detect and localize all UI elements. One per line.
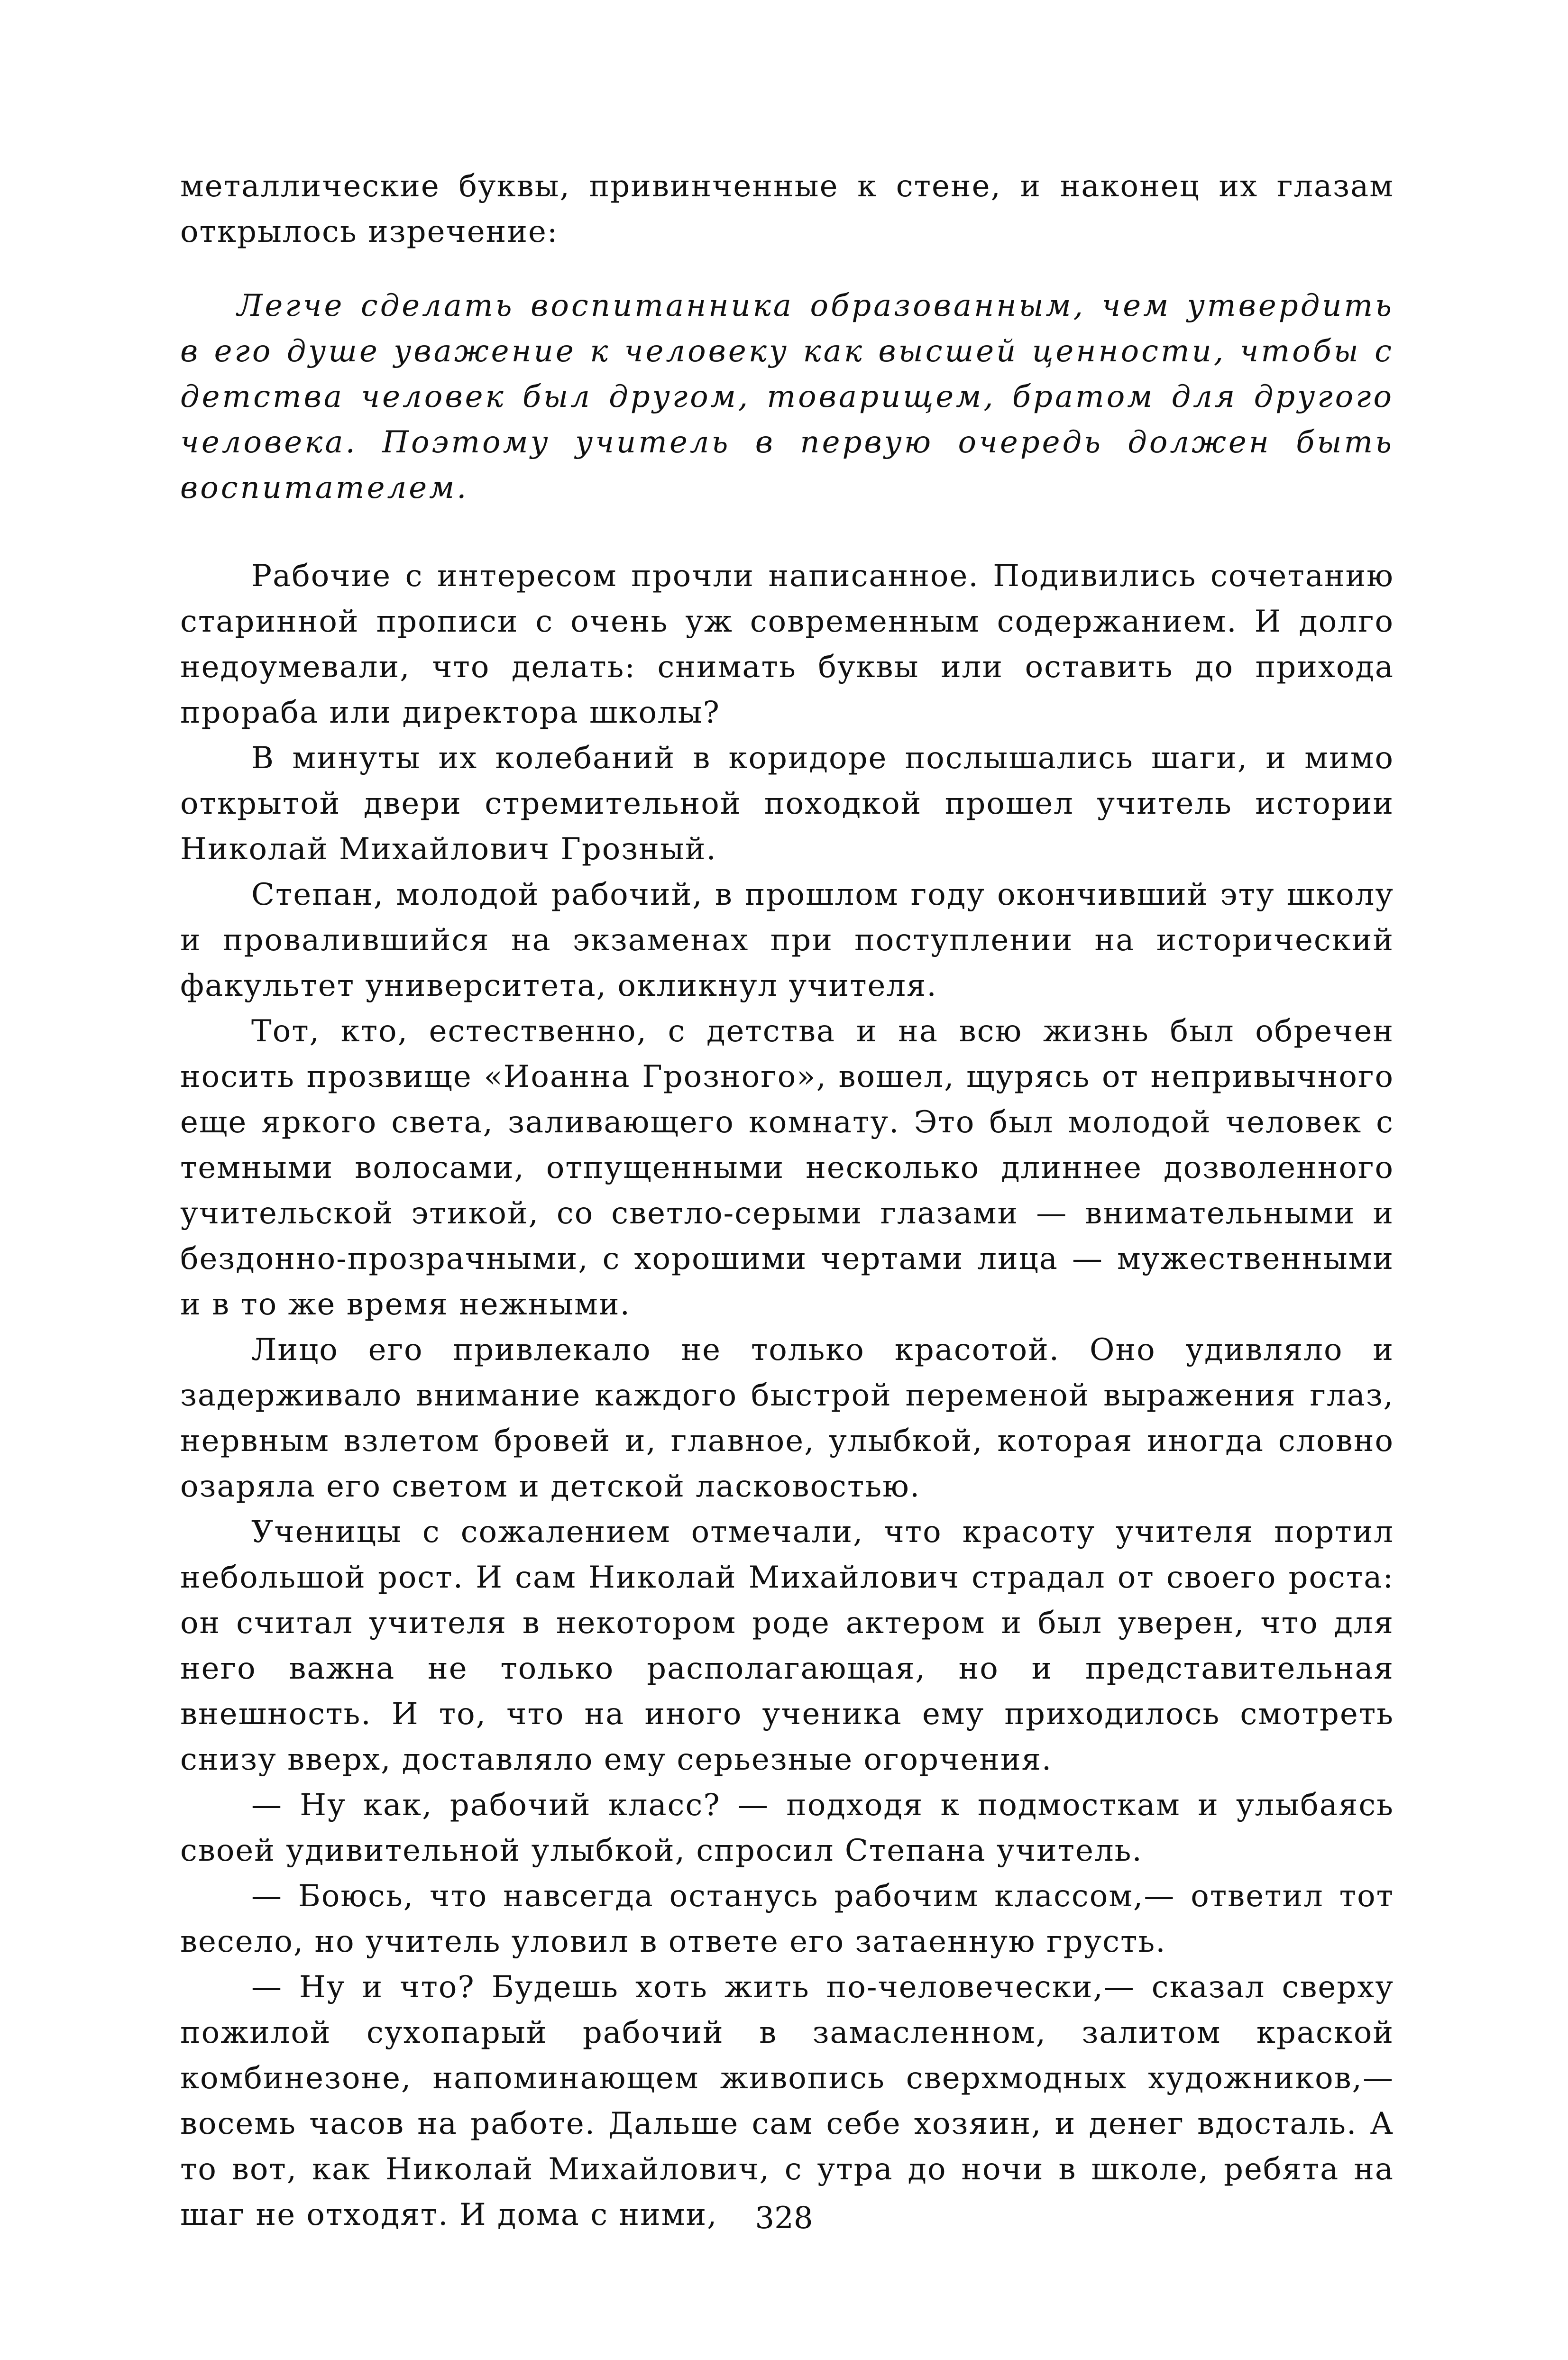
page-number: 328 — [755, 2201, 813, 2236]
page-body-text — [180, 164, 1394, 2238]
dialogue-line: — Ну и что? Будешь хоть жить по-человечески,— сказал сверху пожилой сухопарый рабочий в замасленном, залитом краской комбинезоне, напоминающем живопись сверхмодных художников,— восемь часов на работе. Дальше сам себе хозяин, и денег вдосталь. А то вот, как Николай Михайлович, с утра до ночи в школе, ребята на шаг не отходят. И дома с ними, — [180, 1970, 1394, 2232]
paragraph: Лицо его привлекало не только красотой. Оно удивляло и задерживало внимание каждого быстрой переменой выражения глаз, нервным взлетом бровей и, главное, улыбкой, которая иногда словно озаряла его светом и детской ласковостью. — [180, 1332, 1394, 1504]
quoted-inscription: Легче сделать воспитанника образованным, чем утвердить в его душе уважение к человеку как высшей ценности, чтобы с детства человек был другом, товарищем, братом для другого человека. Поэтому учитель в первую очередь должен быть воспитателем. — [180, 288, 1394, 505]
paragraph-intro: металлические буквы, привинченные к стене, и наконец их глазам открылось изречение: — [180, 169, 1394, 249]
paragraph: Степан, молодой рабочий, в прошлом году окончивший эту школу и провалившийся на экзаменах при поступлении на исторический факультет университета, окликнул учителя. — [180, 877, 1394, 1003]
paragraph: Ученицы с сожалением отмечали, что красоту учителя портил небольшой рост. И сам Николай Михайлович страдал от своего роста: он считал учителя в некотором роде актером и был уверен, что для него важна не только располагающая, но и представительная внешность. И то, что на иного ученика ему приходилось смотреть снизу вверх, доставляло ему серьезные огорчения. — [180, 1515, 1394, 1777]
dialogue-line: — Боюсь, что навсегда останусь рабочим классом,— ответил тот весело, но учитель уловил в ответе его затаенную грусть. — [180, 1879, 1394, 1959]
paragraph: Тот, кто, естественно, с детства и на всю жизнь был обречен носить прозвище «Иоанна Грозного», вошел, щурясь от непривычного еще яркого света, заливающего комнату. Это был молодой человек с темными волосами, отпущенными несколько длиннее дозволенного учительской этикой, со светло-серыми глазами — внимательными и бездонно-прозрачными, с хорошими чертами лица — мужественными и в то же время нежными. — [180, 1014, 1394, 1322]
paragraph: В минуты их колебаний в коридоре послышались шаги, и мимо открытой двери стремительной походкой прошел учитель истории Николай Михайлович Грозный. — [180, 741, 1394, 867]
paragraph: Рабочие с интересом прочли написанное. Подивились сочетанию старинной прописи с очень уж современным содержанием. И долго недоумевали, что делать: снимать буквы или оставить до прихода прораба или директора школы? — [180, 559, 1394, 730]
dialogue-line: — Ну как, рабочий класс? — подходя к подмосткам и улыбаясь своей удивительной улыбкой, спросил Степана учитель. — [180, 1788, 1394, 1868]
